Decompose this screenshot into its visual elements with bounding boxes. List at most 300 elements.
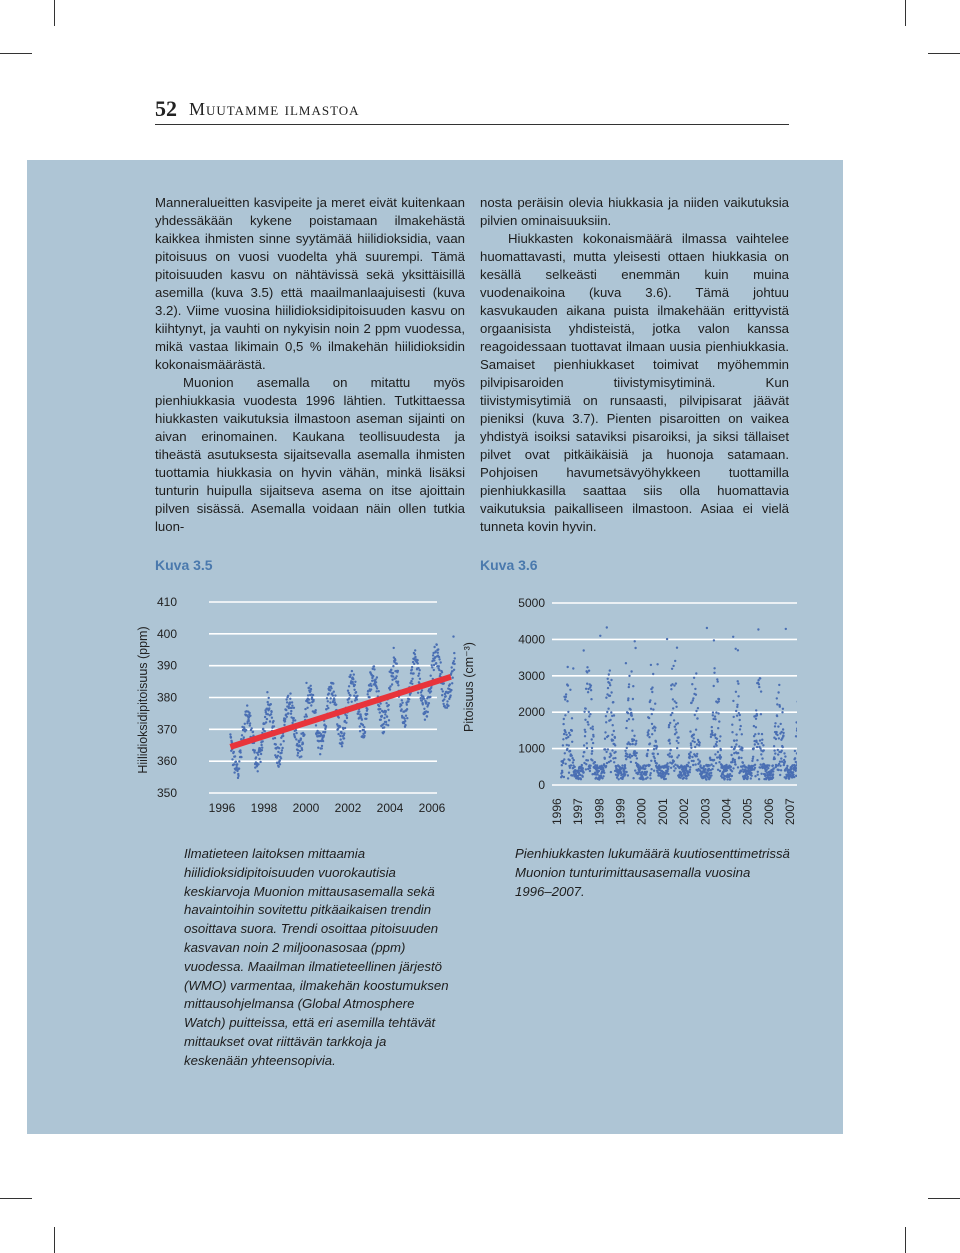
- particle-point: [760, 773, 762, 775]
- co2-point: [275, 743, 277, 745]
- particle-point: [793, 776, 795, 778]
- co2-point: [339, 726, 341, 728]
- paragraph: Hiukkasten kokonaismäärä ilmassa vaihtelee huomattavasti, mutta yleisesti ottaen hiukkasia on kesällä selkeästi enemmän kuin muina vuodenaikoina (kuva 3.6). Tämä johtuu kasvukauden aikana puista ilmakehään erittyvistä orgaanisista yhdisteistä, jotka valon kanssa reagoidessaan tuottavat ilmaan uusia pienhiukkasia. Samaiset pienhiukkaset toimivat myöhemmin pilvipisaroiden tiivistymisytiminä. Kun tiivistymisytimiä on runsaasti, pilvipisarat jäävät pieniksi (kuva 3.7). Pienten pisaroitten on vaikea yhdistyä isoiksi sataviksi pisaroiksi, ja siksi tällaiset pilvet ovat pitkäikäisiä ja huonoja satamaan. Pohjoisen havumetsävyöhykkeen tuottamilla pienhiukkasilla saattaa siis olla huomattavia vaikutuksia paikalliseen ilmastoon. Asiaa ei vielä tunneta kovin hyvin.: [480, 231, 789, 534]
- particle-point: [772, 777, 774, 779]
- particle-point: [720, 756, 722, 758]
- x-tick-label: 2005: [740, 798, 755, 825]
- co2-point: [353, 695, 355, 697]
- co2-point: [333, 699, 335, 701]
- particle-point: [675, 728, 677, 730]
- co2-point: [252, 731, 254, 733]
- co2-point: [329, 701, 331, 703]
- particle-point: [711, 732, 713, 734]
- particle-point: [613, 761, 615, 763]
- co2-point: [300, 755, 302, 757]
- co2-point: [297, 749, 299, 751]
- particle-point: [715, 762, 717, 764]
- co2-point: [289, 692, 291, 694]
- y-axis-label: Hiilidioksidipitoisuus (ppm): [136, 626, 150, 774]
- particle-point: [668, 755, 670, 757]
- content-box: [27, 160, 843, 1134]
- particle-point: [689, 766, 691, 768]
- x-tick-label: 1998: [250, 801, 278, 815]
- particle-point: [651, 713, 653, 715]
- co2-point: [412, 672, 414, 674]
- y-tick-label: 390: [156, 658, 177, 673]
- co2-point: [373, 668, 375, 670]
- co2-point: [387, 724, 389, 726]
- particle-point: [784, 761, 786, 763]
- particle-point: [583, 711, 585, 713]
- particle-point: [772, 764, 774, 766]
- particle-point: [611, 734, 613, 736]
- particle-point: [610, 754, 612, 756]
- particle-point: [729, 778, 731, 780]
- particle-point: [592, 728, 594, 730]
- crop-mark: [54, 0, 55, 26]
- particle-point: [672, 698, 674, 700]
- particle-point: [697, 707, 699, 709]
- co2-point: [347, 701, 349, 703]
- particle-point: [678, 754, 680, 756]
- crop-mark: [928, 53, 960, 54]
- particle-point: [672, 707, 674, 709]
- particle-point: [635, 740, 637, 742]
- co2-point: [241, 734, 243, 736]
- y-tick-label: 4000: [518, 632, 545, 647]
- particle-point: [752, 758, 754, 760]
- particle-point: [611, 749, 613, 751]
- particle-point: [694, 714, 696, 716]
- particle-point: [693, 737, 695, 739]
- particle-point: [564, 698, 566, 700]
- co2-point: [353, 673, 355, 675]
- particle-point: [714, 718, 716, 720]
- particle-point: [565, 734, 567, 736]
- co2-point: [452, 677, 454, 679]
- particle-point: [673, 770, 675, 772]
- particle-point: [566, 748, 568, 750]
- x-tick-label: 2001: [655, 798, 670, 825]
- particle-point: [711, 726, 713, 728]
- co2-point: [249, 715, 251, 717]
- particle-point: [782, 734, 784, 736]
- particle-point: [733, 716, 735, 718]
- co2-point: [436, 644, 438, 646]
- figure-label-3-6: Kuva 3.6: [480, 557, 538, 573]
- x-tick-label: 1996: [550, 798, 564, 825]
- particle-point: [628, 675, 630, 677]
- co2-point: [309, 702, 311, 704]
- y-tick-label: 3000: [518, 668, 545, 683]
- particle-point: [758, 733, 760, 735]
- co2-point: [237, 775, 239, 777]
- particle-point: [633, 735, 635, 737]
- particle-point: [759, 747, 761, 749]
- co2-point: [364, 731, 366, 733]
- co2-point: [365, 718, 367, 720]
- co2-point: [417, 675, 419, 677]
- co2-point: [453, 663, 455, 665]
- particle-point: [713, 639, 715, 641]
- particle-point: [614, 757, 616, 759]
- co2-point: [307, 694, 309, 696]
- particle-point: [718, 761, 720, 763]
- co2-point: [432, 654, 434, 656]
- co2-point: [438, 656, 440, 658]
- particle-point: [670, 714, 672, 716]
- particle-point: [716, 738, 718, 740]
- particle-point: [761, 739, 763, 741]
- particle-point: [613, 714, 615, 716]
- co2-point: [406, 717, 408, 719]
- particle-point: [694, 746, 696, 748]
- particle-point: [624, 773, 626, 775]
- co2-point: [270, 713, 272, 715]
- particle-point: [685, 767, 687, 769]
- particle-point: [756, 746, 758, 748]
- co2-point: [327, 707, 329, 709]
- particle-point: [735, 733, 737, 735]
- particle-point: [673, 719, 675, 721]
- co2-point: [237, 777, 239, 779]
- co2-point: [378, 690, 380, 692]
- particle-point: [591, 750, 593, 752]
- co2-point: [392, 665, 394, 667]
- particle-point: [605, 765, 607, 767]
- co2-point: [285, 709, 287, 711]
- co2-point: [344, 727, 346, 729]
- particle-point: [607, 687, 609, 689]
- particle-point: [602, 775, 604, 777]
- particle-point: [703, 765, 705, 767]
- particle-point: [589, 765, 591, 767]
- co2-point: [397, 681, 399, 683]
- particle-point: [720, 749, 722, 751]
- particle-point: [690, 744, 692, 746]
- particle-point: [650, 664, 652, 666]
- particle-point: [564, 714, 566, 716]
- co2-point: [346, 717, 348, 719]
- co2-point: [441, 694, 443, 696]
- co2-point: [355, 691, 357, 693]
- particle-point: [624, 764, 626, 766]
- co2-point: [308, 698, 310, 700]
- particle-point: [669, 722, 671, 724]
- co2-point: [404, 724, 406, 726]
- particle-point: [732, 636, 734, 638]
- co2-point: [304, 716, 306, 718]
- co2-point: [401, 699, 403, 701]
- co2-point: [253, 751, 255, 753]
- particle-point: [734, 759, 736, 761]
- co2-point: [274, 737, 276, 739]
- co2-point: [384, 713, 386, 715]
- co2-point: [363, 735, 365, 737]
- particle-point: [742, 762, 744, 764]
- particle-point: [777, 753, 779, 755]
- co2-point: [291, 701, 293, 703]
- co2-point: [349, 674, 351, 676]
- particle-point: [730, 766, 732, 768]
- figure-label-3-5: Kuva 3.5: [155, 557, 213, 573]
- x-tick-label: 2004: [719, 798, 734, 825]
- co2-point: [296, 743, 298, 745]
- co2-point: [385, 702, 387, 704]
- particle-point: [634, 640, 636, 642]
- particle-point: [736, 706, 738, 708]
- co2-point: [297, 752, 299, 754]
- co2-point: [264, 716, 266, 718]
- co2-point: [295, 732, 297, 734]
- particle-point: [586, 666, 588, 668]
- particle-point: [567, 684, 569, 686]
- particle-point: [734, 746, 736, 748]
- particle-point: [694, 688, 696, 690]
- co2-point: [397, 684, 399, 686]
- particle-point: [588, 715, 590, 717]
- particle-point: [737, 649, 739, 651]
- y-tick-label: 400: [156, 626, 177, 641]
- particle-point: [589, 767, 591, 769]
- co2-point: [260, 753, 262, 755]
- particle-point: [651, 723, 653, 725]
- particle-point: [692, 699, 694, 701]
- particle-point: [656, 663, 658, 665]
- particle-point: [719, 740, 721, 742]
- particle-point: [759, 739, 761, 741]
- particle-point: [781, 711, 783, 713]
- particle-point: [572, 761, 574, 763]
- particle-point: [591, 759, 593, 761]
- particle-point: [717, 712, 719, 714]
- text-column-left: [155, 194, 465, 536]
- particle-point: [675, 706, 677, 708]
- particle-point: [649, 742, 651, 744]
- co2-point: [449, 694, 451, 696]
- particle-point: [652, 753, 654, 755]
- co2-point: [254, 749, 256, 751]
- particle-point: [695, 710, 697, 712]
- co2-point: [391, 679, 393, 681]
- co2-point: [417, 662, 419, 664]
- co2-point: [236, 766, 238, 768]
- particle-point: [777, 691, 779, 693]
- co2-point: [407, 700, 409, 702]
- y-tick-label: 2000: [518, 705, 545, 720]
- particle-point: [695, 672, 697, 674]
- particle-point: [581, 764, 583, 766]
- particle-point: [603, 763, 605, 765]
- co2-point: [391, 683, 393, 685]
- particle-point: [588, 670, 590, 672]
- particle-point: [646, 755, 648, 757]
- co2-point: [417, 692, 419, 694]
- co2-point: [229, 733, 231, 735]
- particle-point: [610, 679, 612, 681]
- co2-point: [295, 738, 297, 740]
- particle-point: [698, 744, 700, 746]
- particle-point: [603, 772, 605, 774]
- co2-point: [411, 668, 413, 670]
- particle-point: [712, 765, 714, 767]
- particle-point: [675, 682, 677, 684]
- figure-caption-3-5: Ilmatieteen laitoksen mittaamia hiilidioksidipitoisuuden vuorokautisia keskiarvoja Muonion mittausasemalla sekä havaintoihin sovitettu pitkäaikaisen trendin osoittava suora. Trendi osoittaa pitoisuuden kasvavan noin 2 miljoonasosaa (ppm) vuodessa. Maailman ilmatieteellinen järjestö (WMO) varmentaa, ilmakehän koostumuksen mittausohjelmansa (Global Atmosphere Watch) puitteissa, että eri asemilla tehtävät mittaukset ovat riittävän tarkkoja ja keskenään yhteensopivia.: [184, 846, 449, 1068]
- particle-point: [608, 682, 610, 684]
- particle-point: [689, 755, 691, 757]
- particle-point: [781, 750, 783, 752]
- particle-point: [674, 764, 676, 766]
- co2-point: [332, 694, 334, 696]
- co2-point: [269, 720, 271, 722]
- particle-point: [651, 686, 653, 688]
- particle-point: [605, 721, 607, 723]
- co2-point: [358, 710, 360, 712]
- co2-point: [239, 751, 241, 753]
- particle-point: [741, 747, 743, 749]
- co2-point: [411, 683, 413, 685]
- co2-point: [341, 745, 343, 747]
- particle-point: [584, 735, 586, 737]
- particle-point: [618, 778, 620, 780]
- particle-point: [717, 727, 719, 729]
- co2-point: [378, 705, 380, 707]
- co2-point: [266, 691, 268, 693]
- particle-point: [669, 752, 671, 754]
- co2-point: [264, 730, 266, 732]
- particle-point: [667, 766, 669, 768]
- particle-point: [632, 718, 634, 720]
- particle-point: [757, 743, 759, 745]
- co2-point: [234, 755, 236, 757]
- particle-point: [776, 715, 778, 717]
- co2-point: [349, 694, 351, 696]
- particle-point: [710, 736, 712, 738]
- co2-point: [443, 698, 445, 700]
- co2-point: [240, 756, 242, 758]
- co2-point: [244, 723, 246, 725]
- particle-point: [646, 771, 648, 773]
- co2-point: [280, 743, 282, 745]
- particle-point: [614, 737, 616, 739]
- particle-point: [657, 753, 659, 755]
- co2-point: [279, 759, 281, 761]
- co2-point: [257, 763, 259, 765]
- co2-point: [322, 740, 324, 742]
- particle-point: [673, 760, 675, 762]
- co2-point: [362, 724, 364, 726]
- particle-point: [587, 759, 589, 761]
- particle-point: [754, 775, 756, 777]
- particle-point: [780, 723, 782, 725]
- particle-point: [696, 743, 698, 745]
- particle-point: [585, 768, 587, 770]
- co2-point: [299, 745, 301, 747]
- particle-point: [716, 678, 718, 680]
- particle-point: [693, 733, 695, 735]
- co2-point: [372, 675, 374, 677]
- particle-point: [569, 734, 571, 736]
- co2-point: [233, 763, 235, 765]
- particle-point: [735, 743, 737, 745]
- co2-point: [375, 690, 377, 692]
- particle-point: [714, 753, 716, 755]
- co2-point: [278, 766, 280, 768]
- particle-point: [677, 722, 679, 724]
- co2-point: [328, 692, 330, 694]
- particle-point: [736, 739, 738, 741]
- particle-point: [630, 670, 632, 672]
- co2-point: [323, 734, 325, 736]
- co2-point: [311, 696, 313, 698]
- particle-point: [633, 739, 635, 741]
- co2-point: [261, 749, 263, 751]
- particle-point: [699, 742, 701, 744]
- particle-point: [691, 756, 693, 758]
- particle-point: [583, 649, 585, 651]
- co2-point: [281, 749, 283, 751]
- particle-point: [741, 749, 743, 751]
- particle-point: [772, 770, 774, 772]
- particle-point: [565, 696, 567, 698]
- page-number: 52: [155, 96, 177, 121]
- particle-point: [757, 628, 759, 630]
- co2-point: [324, 731, 326, 733]
- particle-point: [582, 767, 584, 769]
- particle-point: [778, 684, 780, 686]
- co2-point: [287, 712, 289, 714]
- particle-point: [651, 691, 653, 693]
- particle-point: [737, 680, 739, 682]
- particle-point: [583, 751, 585, 753]
- particle-point: [778, 737, 780, 739]
- particle-point: [609, 719, 611, 721]
- particle-point: [689, 769, 691, 771]
- co2-point: [368, 696, 370, 698]
- co2-point: [294, 736, 296, 738]
- particle-point: [672, 665, 674, 667]
- particle-point: [737, 695, 739, 697]
- co2-point: [286, 716, 288, 718]
- particle-point: [774, 725, 776, 727]
- co2-point: [352, 678, 354, 680]
- particle-point: [632, 698, 634, 700]
- particle-point: [755, 709, 757, 711]
- co2-point: [233, 751, 235, 753]
- co2-point: [262, 728, 264, 730]
- x-tick-label: 2002: [677, 798, 692, 825]
- particle-point: [775, 738, 777, 740]
- co2-point: [351, 670, 353, 672]
- particle-point: [735, 710, 737, 712]
- co2-point: [278, 747, 280, 749]
- particle-point: [690, 751, 692, 753]
- particle-point: [631, 715, 633, 717]
- particle-point: [688, 762, 690, 764]
- x-tick-label: 2002: [334, 801, 362, 815]
- particle-point: [610, 771, 612, 773]
- particle-point: [756, 714, 758, 716]
- particle-point: [754, 767, 756, 769]
- particle-point: [598, 770, 600, 772]
- particle-point: [649, 699, 651, 701]
- co2-point: [312, 694, 314, 696]
- particle-point: [670, 749, 672, 751]
- co2-point: [345, 722, 347, 724]
- co2-point: [302, 743, 304, 745]
- y-tick-label: 410: [156, 595, 177, 609]
- co2-point: [347, 690, 349, 692]
